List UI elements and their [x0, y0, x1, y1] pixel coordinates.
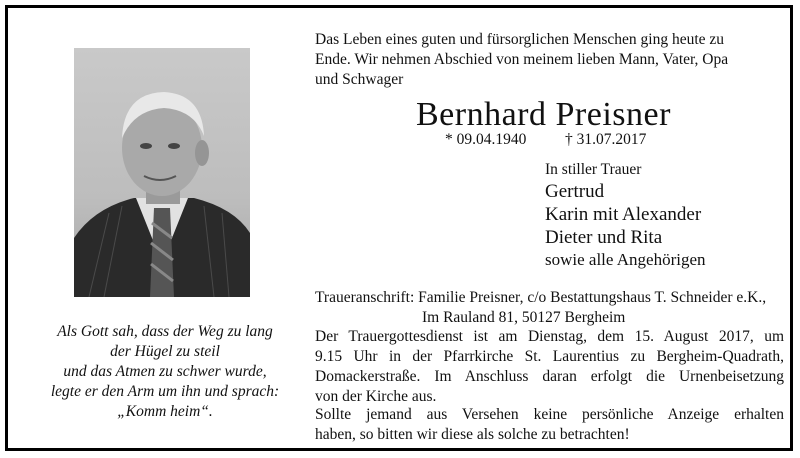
mourners-block	[545, 160, 706, 271]
intro-text	[315, 30, 785, 90]
mourner-name: Gertrud	[545, 181, 605, 202]
deceased-name: Bernhard Preisner	[416, 96, 671, 133]
address-line: Traueranschrift: Familie Preisner, c/o Bestattungshaus T. Schneider e.K.,	[315, 289, 767, 306]
memorial-quote	[34, 322, 296, 422]
quote-line: „Komm heim“.	[117, 403, 213, 420]
quote-line: der Hügel zu steil	[110, 343, 220, 360]
notice-note	[315, 405, 784, 445]
portrait-illustration	[74, 48, 250, 297]
quote-line: und das Atmen zu schwer wurde,	[63, 363, 267, 380]
note-line: Sollte jemand aus Versehen keine persönliche Anzeige erhalten	[315, 406, 784, 423]
quote-line: Als Gott sah, dass der Weg zu lang	[57, 323, 273, 340]
note-line: haben, so bitten wir diese als solche zu betrachten!	[315, 426, 630, 443]
intro-line: Ende. Wir nehmen Abschied von meinem lieben Mann, Vater, Opa	[315, 51, 729, 68]
address-line: Im Rauland 81, 50127 Bergheim	[422, 309, 626, 326]
mourning-address	[315, 288, 766, 328]
service-line: von der Kirche aus.	[315, 388, 437, 405]
intro-line: und Schwager	[315, 71, 404, 88]
mourner-name: Karin mit Alexander	[545, 204, 702, 225]
service-line: 9.15 Uhr in der Pfarrkirche St. Laurentius zu Bergheim-Quadrath,	[315, 348, 784, 365]
service-line: Domackerstraße. Im Anschluss daran erfolgt die Urnenbeisetzung	[315, 368, 784, 385]
quote-line: legte er den Arm um ihn und sprach:	[50, 383, 280, 400]
mourners-lead: In stiller Trauer	[545, 161, 642, 178]
mourner-name: Dieter und Rita	[545, 227, 663, 248]
service-info	[315, 327, 784, 407]
birth-date: * 09.04.1940	[445, 131, 527, 148]
mourners-tail: sowie alle Angehörigen	[545, 250, 706, 269]
service-line: Der Trauergottesdienst ist am Dienstag, dem 15. August 2017, um	[315, 328, 784, 345]
portrait-photo	[74, 48, 250, 297]
death-date: † 31.07.2017	[565, 131, 647, 148]
intro-line: Das Leben eines guten und fürsorglichen Menschen ging heute zu	[315, 31, 725, 48]
obituary-frame	[5, 5, 793, 451]
